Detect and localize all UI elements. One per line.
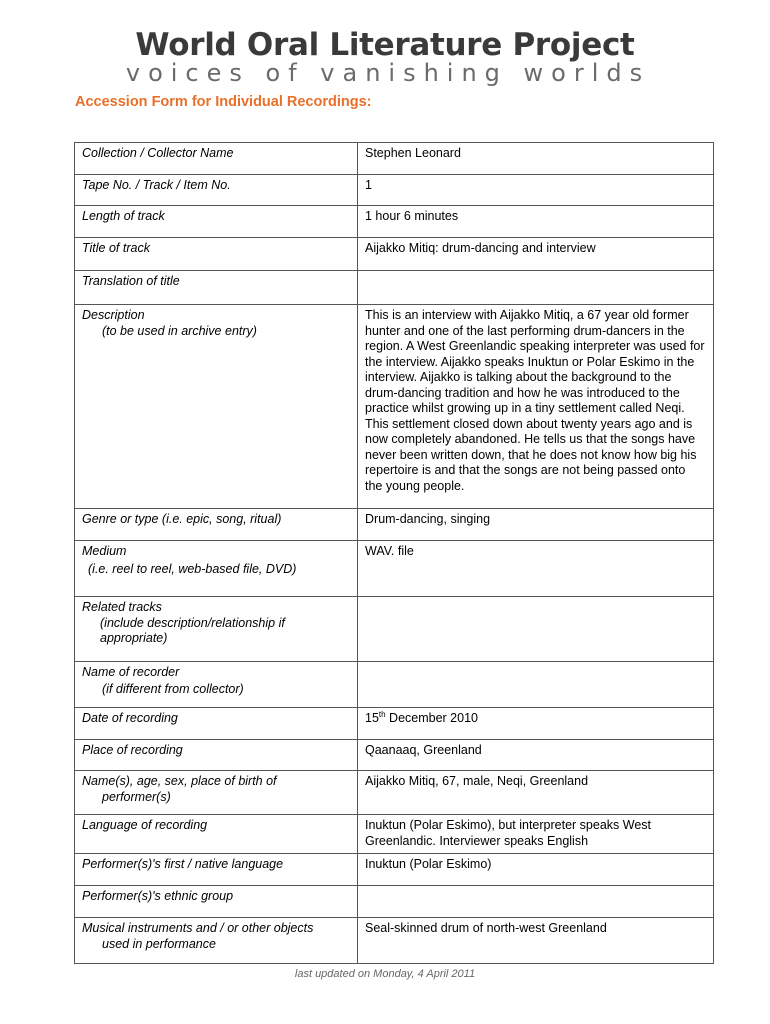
table-row xyxy=(75,886,714,918)
field-value: Aijakko Mitiq, 67, male, Neqi, Greenland xyxy=(358,771,714,815)
field-label: Length of track xyxy=(75,206,358,238)
field-label: Place of recording xyxy=(75,740,358,771)
table-row xyxy=(75,143,714,175)
field-label: Translation of title xyxy=(75,271,358,305)
field-label-sub: used in performance xyxy=(102,936,216,951)
table-row xyxy=(75,740,714,771)
field-label: Language of recording xyxy=(75,815,358,854)
form-heading: Accession Form for Individual Recordings: xyxy=(75,94,372,110)
field-label xyxy=(75,305,358,509)
field-label-main: Name(s), age, sex, place of birth of xyxy=(82,774,277,788)
field-value xyxy=(358,662,714,708)
field-value: 1 xyxy=(358,175,714,206)
field-value: Inuktun (Polar Eskimo), but interpreter speaks West Greenlandic. Interviewer speaks English xyxy=(358,815,714,854)
field-label-main: Medium xyxy=(82,544,127,558)
field-label xyxy=(75,918,358,964)
field-label xyxy=(75,541,358,597)
field-label-main: Musical instruments and / or other objects xyxy=(82,921,314,935)
project-subtitle: voices of vanishing worlds xyxy=(125,59,651,87)
field-label xyxy=(75,771,358,815)
field-label-sub: performer(s) xyxy=(102,789,171,804)
field-value: This is an interview with Aijakko Mitiq, a 67 year old former hunter and one of the last performing drum-dancers in the region. A West Greenlandic speaking interpreter was used for the interview. Aijakko speaks Inuktun or Polar Eskimo in the interview. Aijakko is talking about the background to the drum-dancing tradition and how he was introduced to the practice whilst growing up in a tiny settlement called Neqi. This settlement closed down about twenty years ago and is now completely abandoned. He tells us that the songs have never been written down, that he does not know how big his repertoire is and that the songs are not being passed onto the young people. xyxy=(358,305,714,509)
field-label-main: Description xyxy=(82,308,145,322)
field-value: 1 hour 6 minutes xyxy=(358,206,714,238)
field-label-main: Name of recorder xyxy=(82,665,180,679)
field-label: Performer(s)'s ethnic group xyxy=(75,886,358,918)
field-label-sub: (to be used in archive entry) xyxy=(102,323,257,338)
field-value xyxy=(358,271,714,305)
table-row xyxy=(75,305,714,509)
field-value: WAV. file xyxy=(358,541,714,597)
field-value: Inuktun (Polar Eskimo) xyxy=(358,854,714,886)
field-label: Title of track xyxy=(75,238,358,271)
project-title: World Oral Literature Project xyxy=(135,27,635,63)
date-suffix: th xyxy=(378,709,386,719)
table-row xyxy=(75,175,714,206)
table-row xyxy=(75,509,714,541)
table-row xyxy=(75,238,714,271)
field-value: Drum-dancing, singing xyxy=(358,509,714,541)
field-value: Seal-skinned drum of north-west Greenland xyxy=(358,918,714,964)
field-label: Tape No. / Track / Item No. xyxy=(75,175,358,206)
table-row xyxy=(75,815,714,854)
field-label: Genre or type (i.e. epic, song, ritual) xyxy=(75,509,358,541)
table-row xyxy=(75,771,714,815)
field-value: Qaanaaq, Greenland xyxy=(358,740,714,771)
field-label-sub: (i.e. reel to reel, web-based file, DVD) xyxy=(88,561,297,576)
table-row xyxy=(75,708,714,740)
table-row xyxy=(75,662,714,708)
page-header xyxy=(0,26,770,86)
field-label xyxy=(75,662,358,708)
field-label xyxy=(75,597,358,662)
field-label-sub: (if different from collector) xyxy=(102,681,244,696)
table-row xyxy=(75,918,714,964)
field-value xyxy=(358,886,714,918)
table-row xyxy=(75,271,714,305)
date-rest: December 2010 xyxy=(385,711,478,725)
field-label-main: Related tracks xyxy=(82,600,162,614)
field-value xyxy=(358,597,714,662)
field-value: Stephen Leonard xyxy=(358,143,714,175)
table-row xyxy=(75,597,714,662)
footer-note: last updated on Monday, 4 April 2011 xyxy=(294,968,476,980)
table-row xyxy=(75,541,714,597)
field-value: Aijakko Mitiq: drum-dancing and interview xyxy=(358,238,714,271)
date-day: 15 xyxy=(365,711,379,725)
field-label: Date of recording xyxy=(75,708,358,740)
accession-form-table xyxy=(74,142,714,964)
table-row xyxy=(75,854,714,886)
field-label-sub: (include description/relationship if appropriate) xyxy=(100,615,285,645)
field-label: Collection / Collector Name xyxy=(75,143,358,175)
field-value xyxy=(358,708,714,740)
field-label: Performer(s)'s first / native language xyxy=(75,854,358,886)
table-row xyxy=(75,206,714,238)
